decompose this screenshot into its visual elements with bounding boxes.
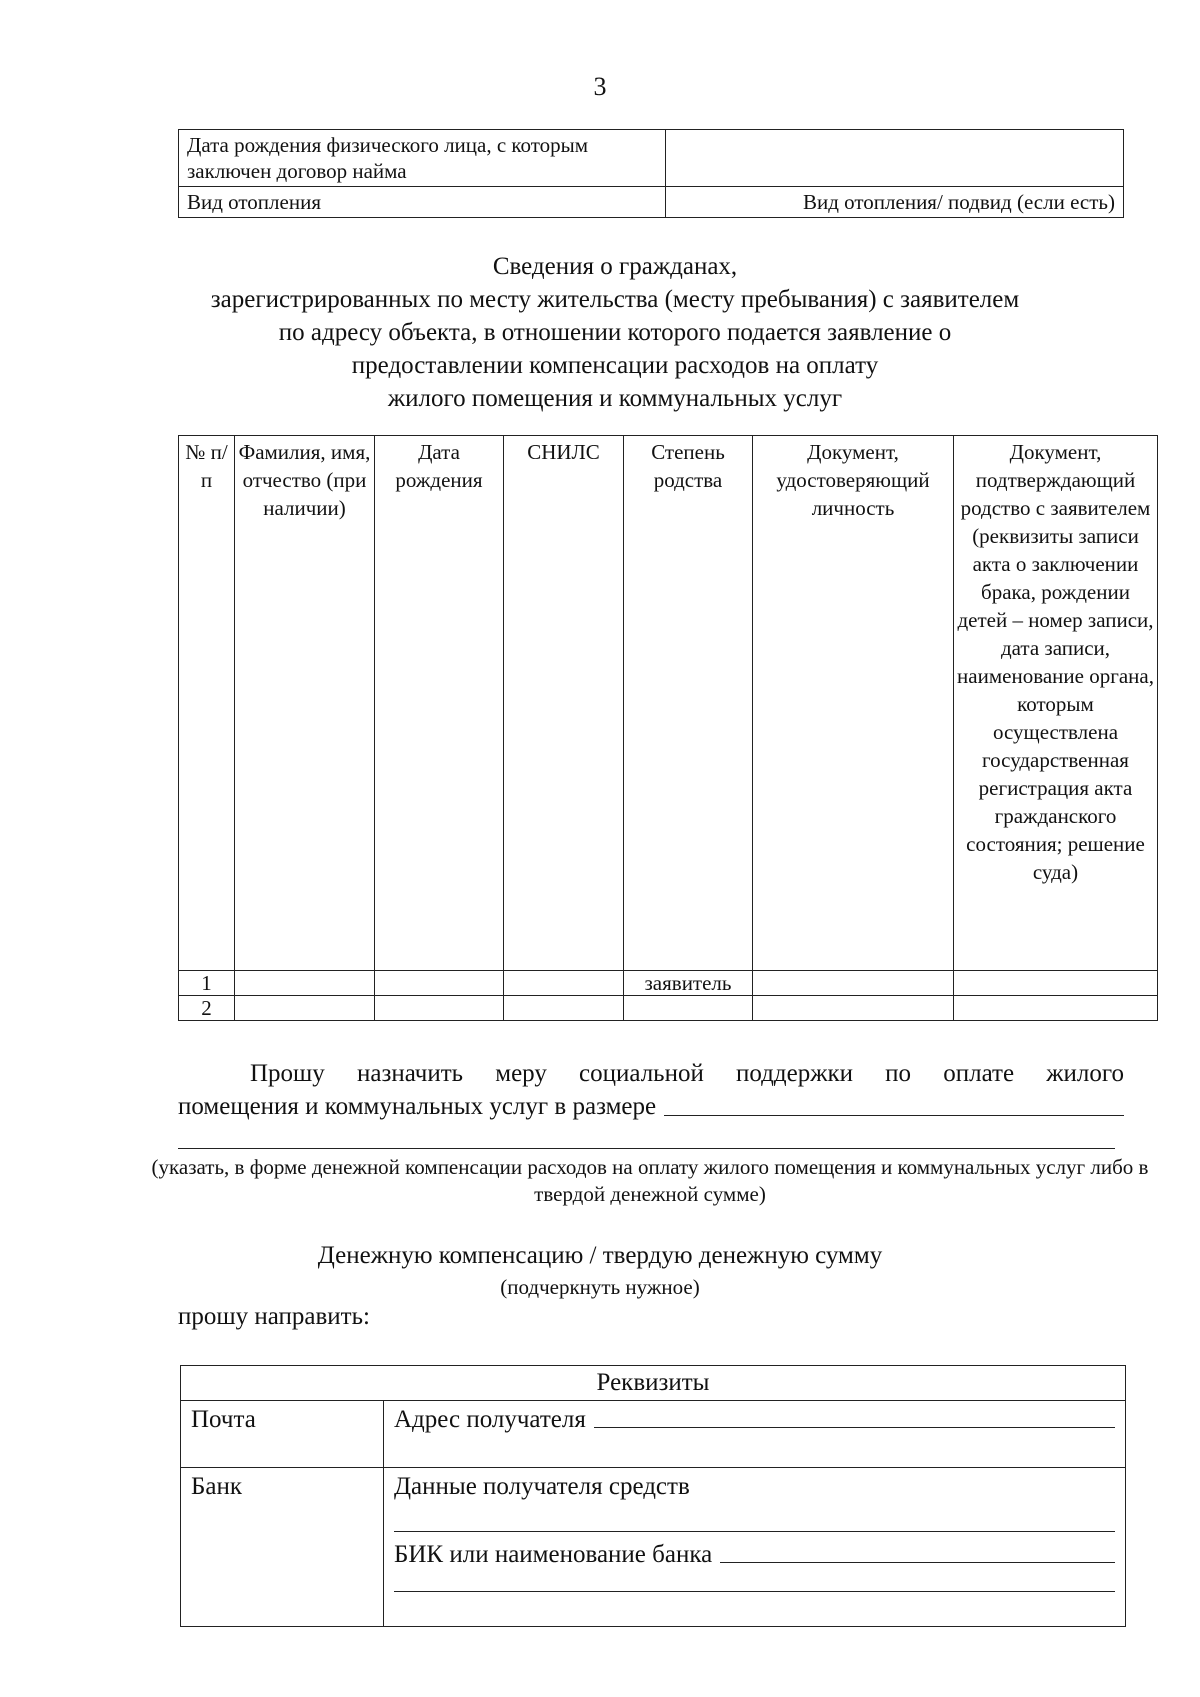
recipient-address-field[interactable] [594,1405,1115,1428]
kinship-document-cell[interactable] [954,971,1158,996]
col-number-header: № п/п [179,436,235,971]
amount-continuation-field[interactable] [178,1148,1115,1149]
heading-line: по адресу объекта, в отношении которого подается заявление о [278,319,952,346]
heading-line: Сведения о гражданах, [492,253,738,280]
post-label: Почта [181,1401,384,1468]
support-request [178,1057,1124,1123]
send-to-label: прошу направить: [178,1303,370,1330]
requisites-table [180,1365,1126,1627]
col-relation-header: Степень родства [624,436,753,971]
bank-extra-field[interactable] [394,1590,1115,1592]
bank-recipient-field[interactable] [394,1530,1115,1532]
request-line-2: помещения и коммунальных услуг в размере [178,1093,657,1120]
amount-field[interactable] [664,1090,1124,1116]
heading-line: предоставлении компенсации расходов на оплату [351,352,879,379]
bik-field[interactable] [720,1540,1115,1563]
birthdate-cell[interactable] [375,996,504,1021]
citizens-table [178,435,1158,1021]
col-snils-header: СНИЛС [504,436,624,971]
table-row [179,187,1124,218]
id-document-cell[interactable] [753,996,954,1021]
request-line-1: Прошу назначить меру социальной поддержки по оплате жилого [250,1060,1124,1087]
birth-date-label: Дата рождения физического лица, с которым заключен договор найма [179,130,666,187]
table-row [181,1401,1126,1468]
page-number: 3 [593,72,607,101]
heating-type-value[interactable]: Вид отопления/ подвид (если есть) [666,187,1124,218]
row-number: 1 [179,971,235,996]
requisites-title: Реквизиты [181,1366,1126,1401]
col-id-document-header: Документ, удостоверяющий личность [753,436,954,971]
heating-type-label: Вид отопления [179,187,666,218]
object-info-table [178,129,1124,218]
amount-note: (указать, в форме денежной компенсации расходов на оплату жилого помещения и коммунальных услуг либо в твердой денежной сумме) [151,1155,1149,1206]
heading-line: зарегистрированных по месту жительства (месту пребывания) с заявителем [210,286,1020,313]
heading-line: жилого помещения и коммунальных услуг [387,385,843,412]
bank-recipient-label: Данные получателя средств [394,1473,690,1500]
kinship-document-cell[interactable] [954,996,1158,1021]
payment-choice-hint: (подчеркнуть нужное) [500,1275,700,1299]
id-document-cell[interactable] [753,971,954,996]
post-address-label: Адрес получателя [394,1406,586,1433]
name-cell[interactable] [235,996,375,1021]
bank-cell [384,1468,1126,1627]
table-row [179,130,1124,187]
table-row [179,971,1158,996]
col-kinship-document-header: Документ, подтверждающий родство с заявителем (реквизиты записи акта о заключении брака, рождении детей – номер записи, дата записи, наименование органа, которым осуществлена государственная регистрация акта гражданского состояния; решение суда) [954,436,1158,971]
snils-cell[interactable] [504,996,624,1021]
bik-row [394,1540,1115,1570]
col-name-header: Фамилия, имя, отчество (при наличии) [235,436,375,971]
request-line-2-row [178,1090,1124,1123]
name-cell[interactable] [235,971,375,996]
table-row [181,1366,1126,1401]
post-cell [384,1401,1126,1468]
table-header-row [179,436,1158,971]
relation-cell[interactable]: заявитель [624,971,753,996]
relation-cell[interactable] [624,996,753,1021]
table-row [181,1468,1126,1627]
citizens-heading [150,250,1080,415]
bank-label: Банк [181,1468,384,1627]
birthdate-cell[interactable] [375,971,504,996]
row-number: 2 [179,996,235,1021]
payment-choice: Денежную компенсацию / твердую денежную сумму [317,1242,883,1269]
col-birthdate-header: Дата рождения [375,436,504,971]
birth-date-value[interactable] [666,130,1124,187]
bik-label: БИК или наименование банка [394,1541,713,1568]
post-address-row [394,1405,1115,1435]
table-row [179,996,1158,1021]
snils-cell[interactable] [504,971,624,996]
